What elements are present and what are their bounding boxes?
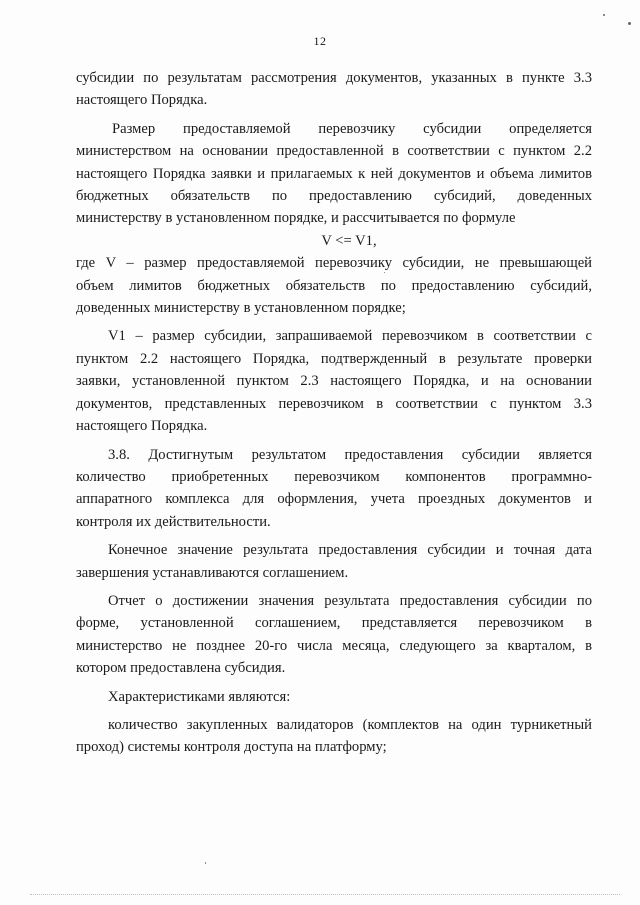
text-line: Характеристиками являются: <box>108 688 291 705</box>
text-line: аппаратного комплекса для оформления, учета проездных документов и <box>76 491 592 508</box>
paragraph-continuation <box>76 67 592 112</box>
text-line: доведенных министерству в установленном порядке; <box>76 300 406 317</box>
text-line: котором предоставлена субсидия. <box>76 660 286 677</box>
scan-speck <box>628 22 631 25</box>
text-line: завершения устанавливаются соглашением. <box>76 564 349 581</box>
text-line: настоящего Порядка заявки и прилагаемых к ней документов и объема лимитов <box>76 165 592 182</box>
scan-edge-artifact <box>30 894 620 897</box>
text-line: настоящего Порядка. <box>76 92 208 109</box>
text-line: Конечное значение результата предоставления субсидии и точная дата <box>108 542 592 559</box>
scan-speck <box>603 14 605 16</box>
paragraph-v1-definition <box>76 325 592 437</box>
paragraph-characteristics <box>76 686 592 708</box>
paragraph-final-value <box>76 539 592 584</box>
text-line: Отчет о достижении значения результата предоставления субсидии по <box>108 592 592 609</box>
text-line: объем лимитов бюджетных обязательств по предоставлению субсидий, <box>76 277 592 294</box>
paragraph-subsidy-size <box>76 118 592 230</box>
paragraph-validators <box>76 714 592 759</box>
text-line: Размер предоставляемой перевозчику субсидии определяется <box>112 120 592 137</box>
text-line: заявки, установленной пунктом 2.3 настоящего Порядка, и на основании <box>76 373 592 390</box>
formula: V <= V1, <box>321 232 377 249</box>
scan-speck <box>384 272 385 273</box>
text-line: форме, установленной соглашением, представляется перевозчиком в <box>76 615 592 632</box>
text-line: субсидии по результатам рассмотрения документов, указанных в пункте 3.3 <box>76 70 592 86</box>
text-line: количество приобретенных перевозчиком компонентов программно- <box>76 468 592 485</box>
paragraph-report <box>76 590 592 680</box>
text-line: количество закупленных валидаторов (комплектов на один турникетный <box>108 716 592 733</box>
text-line: министерству в установленном порядке, и рассчитывается по формуле <box>76 210 516 227</box>
text-line: документов, представленных перевозчиком в соответствии с пунктом 3.3 <box>76 395 592 412</box>
text-line: министерство не позднее 20-го числа месяца, следующего за кварталом, в <box>76 637 592 654</box>
text-line: V1 – размер субсидии, запрашиваемой перевозчиком в соответствии с <box>108 328 592 345</box>
text-line: 3.8. Достигнутым результатом предоставления субсидии является <box>108 446 592 463</box>
scan-speck <box>205 862 206 864</box>
page-number: 12 <box>313 34 327 48</box>
text-line: контроля их действительности. <box>76 513 271 530</box>
text-line: настоящего Порядка. <box>76 418 208 435</box>
text-line: министерством на основании предоставленной в соответствии с пунктом 2.2 <box>76 143 592 160</box>
text-line: где V – размер предоставляемой перевозчику субсидии, не превышающей <box>76 255 592 272</box>
text-line: пунктом 2.2 настоящего Порядка, подтвержденный в результате проверки <box>76 350 592 367</box>
paragraph-3-8 <box>76 444 592 534</box>
text-line: бюджетных обязательств по предоставлению субсидий, доведенных <box>76 188 592 205</box>
paragraph-v-definition <box>76 252 592 319</box>
document-body <box>76 67 592 759</box>
text-line: проход) системы контроля доступа на платформу; <box>76 739 387 756</box>
